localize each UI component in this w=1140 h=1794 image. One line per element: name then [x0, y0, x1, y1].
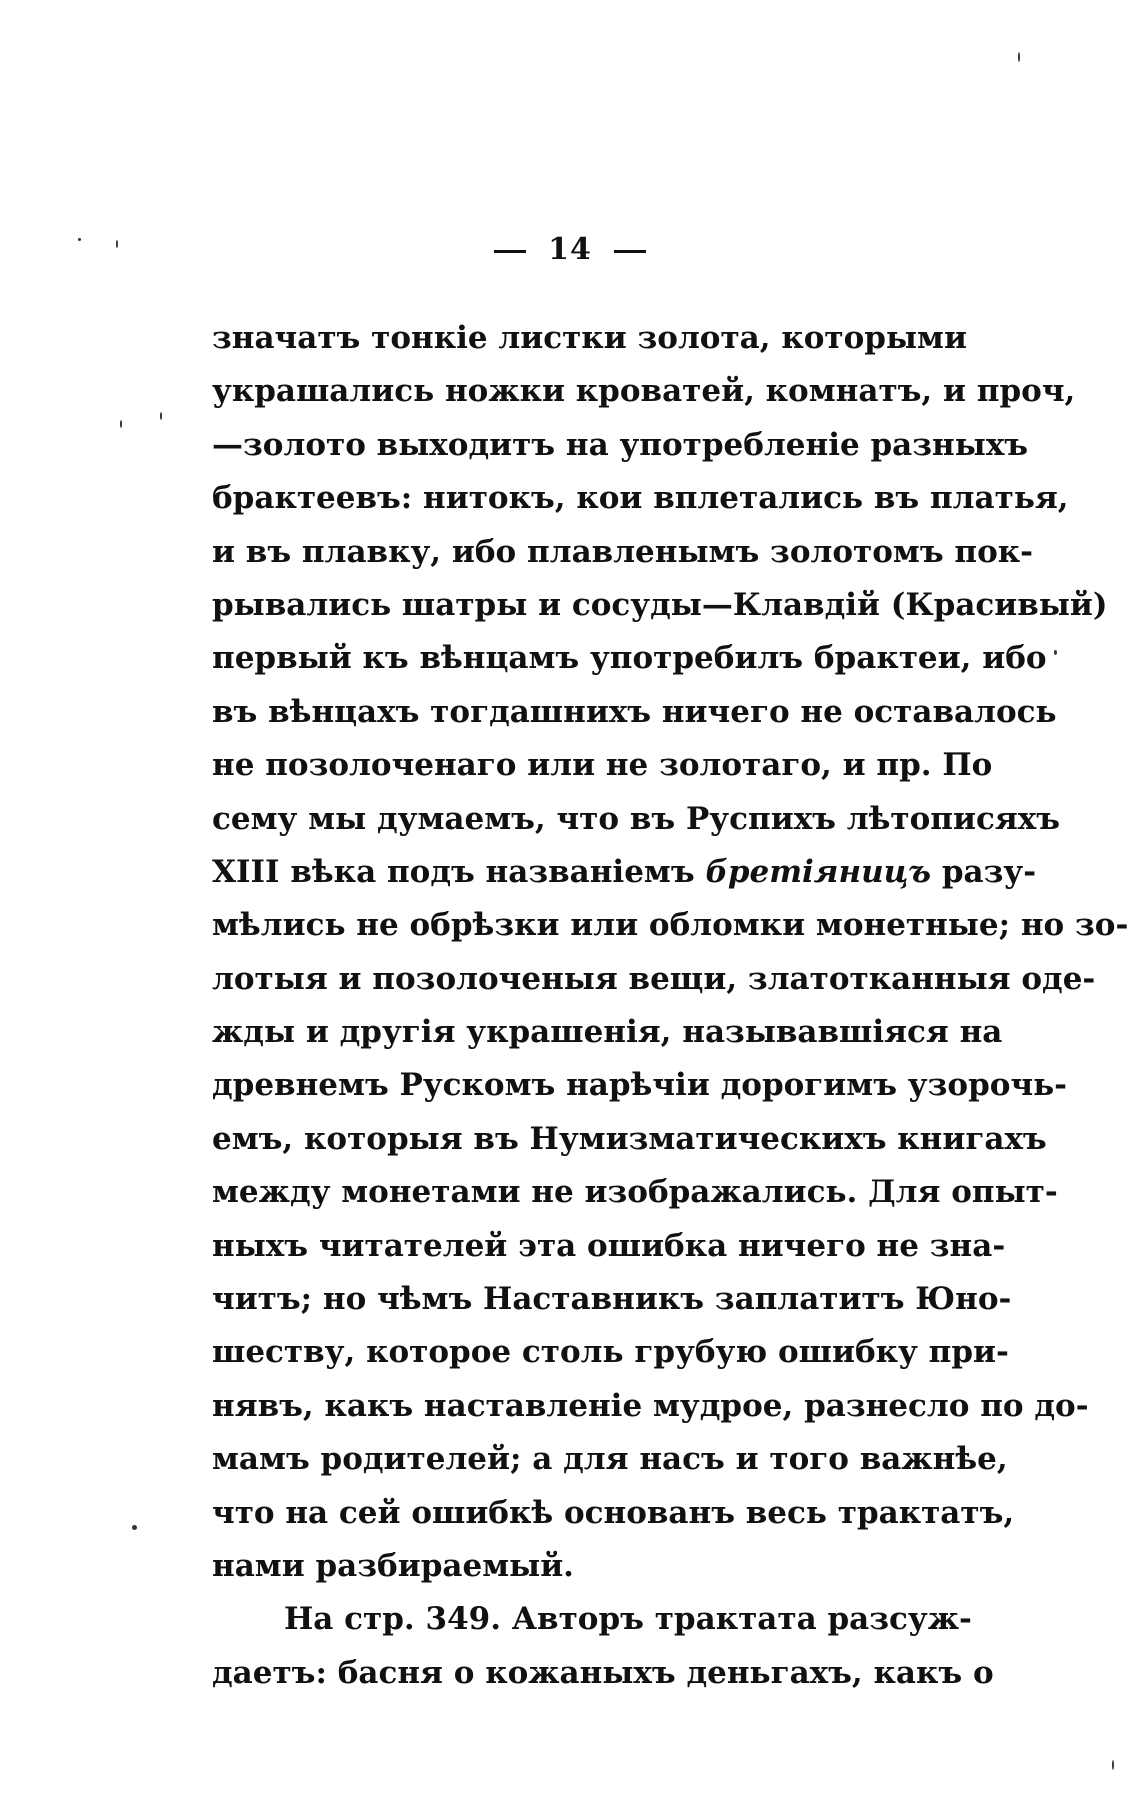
text-line: рывались шатры и сосуды—Клавдій (Красивый)	[212, 586, 1108, 623]
text-line: мѣлись не обрѣзки или обломки монетные; но зо-	[212, 907, 1129, 944]
body-text	[212, 312, 1129, 1700]
scan-speck	[1018, 52, 1020, 62]
page-number	[0, 232, 1140, 267]
scan-speck	[132, 1525, 137, 1530]
text-line: ныхъ читателей эта ошибка ничего не зна-	[212, 1227, 1006, 1264]
scan-speck	[160, 412, 162, 420]
scan-speck	[1054, 650, 1057, 655]
scan-speck	[120, 420, 122, 428]
text-line: шеству, которое столь грубую ошибку при-	[212, 1334, 1009, 1371]
text-line: и въ плавку, ибо плавленымъ золотомъ пок-	[212, 533, 1034, 570]
text-line: между монетами не изображались. Для опыт-	[212, 1174, 1058, 1211]
text-line: жды и другія украшенія, называвшіяся на	[212, 1014, 1003, 1051]
text-line: не позолоченаго или не золотаго, и пр. По	[212, 747, 993, 784]
text-segment: XIII вѣка подъ названіемъ	[212, 853, 706, 890]
italic-term: бретіяницъ	[705, 853, 932, 890]
text-line: украшались ножки кроватей, комнатъ, и проч,	[212, 373, 1076, 410]
scan-speck	[78, 238, 81, 241]
text-line: мамъ родителей; а для насъ и того важнѣе,	[212, 1441, 1008, 1478]
text-line: значатъ тонкіе листки золота, которыми	[212, 320, 967, 356]
left-dash	[494, 250, 526, 253]
text-line-with-italic	[212, 846, 1037, 899]
text-line: даетъ: басня о кожаныхъ деньгахъ, какъ о	[212, 1654, 994, 1691]
text-line: сему мы думаемъ, что въ Руспихъ лѣтописяхъ	[212, 800, 1061, 837]
page-number-value: 14	[548, 232, 592, 267]
right-dash	[614, 250, 646, 253]
text-line: древнемъ Рускомъ нарѣчіи дорогимъ узорочь-	[212, 1067, 1068, 1104]
paragraph-start-line: На стр. 349. Авторъ трактата разсуж-	[284, 1601, 972, 1638]
text-line: въ вѣнцахъ тогдашнихъ ничего не оставалось	[212, 693, 1057, 730]
text-line: читъ; но чѣмъ Наставникъ заплатитъ Юно-	[212, 1281, 1012, 1318]
scan-speck	[1112, 1760, 1114, 1770]
scan-speck	[116, 240, 118, 248]
text-line: —золото выходитъ на употребленіе разныхъ	[212, 426, 1029, 463]
text-line: что на сей ошибкѣ основанъ весь трактатъ,	[212, 1494, 1015, 1531]
text-line: брактеевъ: нитокъ, кои вплетались въ платья,	[212, 480, 1069, 517]
text-line: первый къ вѣнцамъ употребилъ брактеи, ибо	[212, 640, 1047, 677]
text-segment: разу-	[931, 853, 1037, 890]
text-line: емъ, которыя въ Нумизматическихъ книгахъ	[212, 1120, 1047, 1157]
text-line: лотыя и позолоченыя вещи, златотканныя оде-	[212, 960, 1096, 997]
text-line: нявъ, какъ наставленіе мудрое, разнесло по до-	[212, 1387, 1089, 1424]
paragraph-end-line: нами разбираемый.	[212, 1547, 574, 1584]
